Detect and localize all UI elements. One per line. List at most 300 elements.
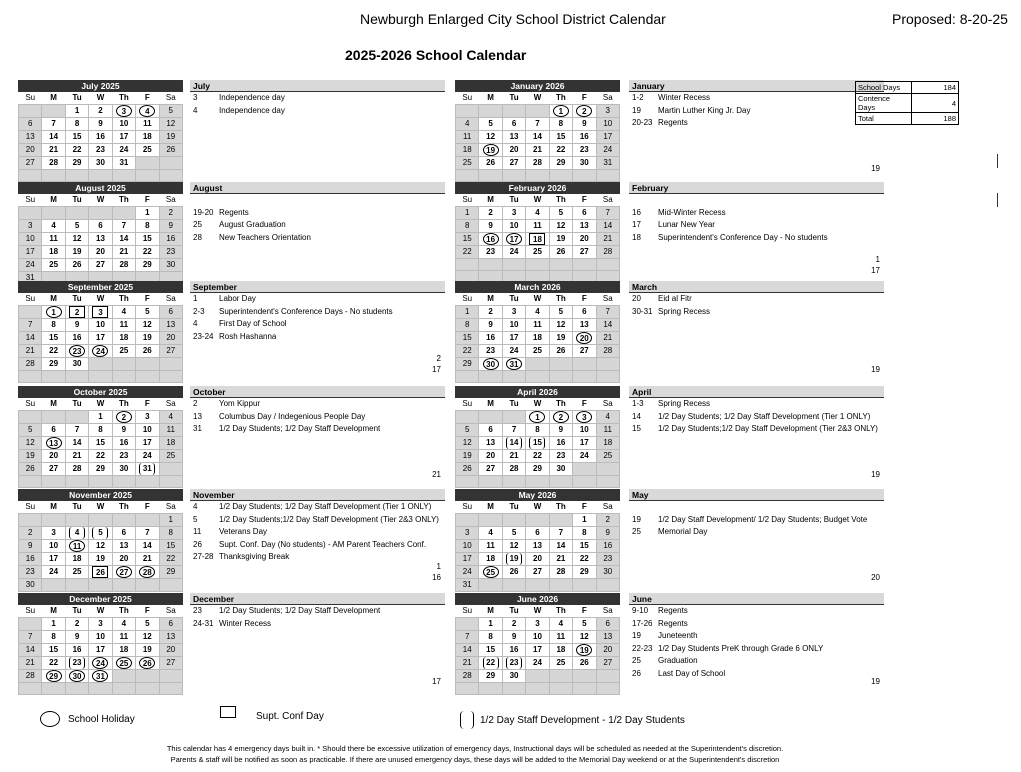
day-number: 13 [166,319,176,329]
day-cell [42,305,65,318]
day-cell [89,344,112,357]
event-date [629,501,658,514]
day-cell [89,117,112,130]
day-number: 17 [119,131,129,141]
day-number: 13 [166,631,176,641]
weekday-header: Tu [502,398,525,410]
day-cell [89,552,112,565]
day-cell [526,423,549,436]
empty-cell [89,682,112,695]
weekday-header: Tu [65,194,88,206]
event-text: 1/2 Day Students; 1/2 Day Staff Development (Tier 1 ONLY) [219,502,432,511]
day-cell [573,539,596,552]
day-cell [136,331,159,344]
day-number: 4 [51,220,56,230]
weekday-header: Tu [502,194,525,206]
weekday-header: Th [112,293,135,305]
day-number: 20 [603,644,613,654]
empty-cell [596,578,619,591]
empty-cell [456,513,479,526]
day-number: 21 [556,553,566,563]
event-row [629,207,884,220]
day-cell [479,331,502,344]
day-cell [159,245,182,258]
day-cell [596,130,619,143]
weekday-header: Su [19,293,42,305]
day-cell [573,513,596,526]
day-cell [549,331,572,344]
month-events [190,386,445,486]
event-text: New Teachers Orientation [219,232,311,242]
day-count: 21 [432,470,441,479]
day-cell [573,436,596,449]
day-cell [65,449,88,462]
day-cell [112,462,135,475]
day-cell [136,305,159,318]
day-number: 26 [509,566,519,576]
day-cell [159,130,182,143]
day-number: 27 [96,259,105,269]
empty-cell [526,669,549,682]
event-text: First Day of School [219,319,287,328]
weekday-header: Su [456,501,479,513]
day-number: 20 [166,332,176,342]
day-number: 3 [98,618,103,628]
event-row [629,501,884,514]
day-number: 3 [605,105,610,115]
day-number: 16 [25,553,35,563]
day-cell [42,630,65,643]
day-cell [65,539,88,552]
month-calendar [455,593,620,695]
day-number: 28 [603,246,613,256]
day-number: 6 [582,207,587,217]
day-cell [596,232,619,245]
empty-cell [456,370,479,383]
weekday-header: Th [112,501,135,513]
day-number: 20 [49,450,59,460]
day-number: 5 [145,618,150,628]
day-number: 10 [603,118,613,128]
empty-cell [65,370,88,383]
empty-cell [65,410,88,423]
event-row [190,232,445,245]
event-row [190,194,445,207]
empty-cell [456,475,479,488]
event-text [658,194,884,207]
day-number: 17 [509,332,519,342]
event-text: Mid-Winter Recess [658,207,726,217]
day-count: 17 [432,365,441,374]
empty-cell [526,357,549,370]
day-cell [19,130,42,143]
empty-cell [596,169,619,182]
day-number: 20 [579,233,589,243]
event-row [190,501,445,514]
day-number: 16 [119,437,129,447]
day-cell [89,156,112,169]
day-number: 29 [579,566,589,576]
day-number: 23 [506,657,522,669]
day-cell [89,245,112,258]
weekday-header: M [42,398,65,410]
day-number: 13 [46,437,62,449]
day-number: 16 [72,332,82,342]
day-cell [573,331,596,344]
day-number: 28 [139,566,155,578]
day-number: 10 [25,233,35,243]
day-number: 3 [576,411,592,423]
event-date: 15 [632,424,641,433]
day-number: 18 [533,332,542,342]
empty-cell [502,258,525,271]
day-cell [456,423,479,436]
weekday-header: Su [19,398,42,410]
weekday-header: W [526,92,549,104]
day-cell [89,143,112,156]
event-row [629,117,884,130]
day-number: 13 [509,131,519,141]
day-count: 19 [871,365,880,374]
day-cell [19,232,42,245]
day-number: 17 [142,437,152,447]
day-number: 16 [579,131,589,141]
day-number: 23 [69,657,85,669]
day-number: 2 [576,105,592,117]
day-cell [159,305,182,318]
event-date: 24-31 [193,618,214,628]
empty-cell [596,475,619,488]
empty-cell [19,206,42,219]
day-cell [549,565,572,578]
month-calendar [18,182,183,285]
month-events [629,386,884,486]
day-number: 27 [579,246,589,256]
day-cell [89,462,112,475]
weekday-header: F [136,293,159,305]
empty-cell [573,462,596,475]
day-cell [89,423,112,436]
day-number: 20 [576,332,592,344]
day-cell [112,331,135,344]
weekday-header: Tu [65,398,88,410]
event-date: 25 [632,656,641,665]
day-number: 11 [166,424,175,434]
day-number: 9 [74,631,80,641]
month-events [629,593,884,693]
day-number: 4 [121,618,127,628]
day-number: 27 [166,657,176,667]
day-number: 5 [511,527,517,537]
day-number: 12 [486,131,496,141]
day-number: 19 [556,233,566,243]
weekday-header: Tu [65,605,88,617]
weekday-header: M [42,501,65,513]
events-title: September [190,281,445,293]
empty-cell [479,513,502,526]
day-number: 3 [511,306,517,316]
event-text [219,194,445,207]
day-number: 14 [72,437,82,447]
day-number: 21 [25,657,35,667]
day-cell [89,318,112,331]
day-cell [65,565,88,578]
day-number: 29 [533,463,542,473]
day-number: 24 [142,450,152,460]
day-cell [19,156,42,169]
day-number: 4 [139,105,155,117]
event-row [629,105,884,118]
day-cell [526,565,549,578]
day-number: 21 [142,553,152,563]
day-cell [112,656,135,669]
empty-cell [573,169,596,182]
day-number: 24 [603,144,613,154]
day-number: 21 [509,450,519,460]
day-number: 18 [72,553,82,563]
district-title: Newburgh Enlarged City School District Calendar [360,11,666,27]
events-title: April [629,386,884,398]
day-cell [549,245,572,258]
event-row [629,423,884,436]
day-number: 11 [556,631,566,641]
day-cell [549,449,572,462]
day-cell [65,669,88,682]
day-number: 11 [49,233,58,243]
day-cell [502,526,525,539]
day-number: 6 [121,527,127,537]
day-cell [479,656,502,669]
day-number: 25 [603,450,613,460]
day-cell [479,206,502,219]
event-date: 3 [193,93,198,102]
day-number: 30 [579,157,589,167]
event-text: 1/2 Day Students; 1/2 Day Staff Development [219,606,381,615]
day-number: 12 [556,319,566,329]
weekday-header: W [89,194,112,206]
event-date: 4 [193,502,198,511]
day-number: 21 [119,246,129,256]
day-cell [573,232,596,245]
day-number: 23 [556,450,566,460]
day-cell [502,232,525,245]
month-title: January 2026 [455,80,620,92]
day-number: 19 [96,553,105,563]
day-number: 2 [488,306,493,316]
day-cell [89,539,112,552]
day-cell [456,117,479,130]
day-cell [159,206,182,219]
month-calendar [455,386,620,488]
day-number: 13 [96,233,105,243]
day-number: 17 [533,644,542,654]
weekday-header: Su [456,398,479,410]
day-cell [502,669,525,682]
empty-cell [502,682,525,695]
day-cell [502,539,525,552]
event-date: 16 [632,207,641,217]
day-number: 3 [51,527,56,537]
day-number: 31 [139,463,155,475]
day-number: 15 [462,332,472,342]
day-number: 15 [49,644,59,654]
event-text: Superintendent's Conference Days - No students [219,306,393,316]
month-events [190,281,445,381]
day-number: 10 [119,118,129,128]
empty-cell [19,104,42,117]
day-cell [42,449,65,462]
day-number: 9 [582,118,587,128]
empty-cell [42,513,65,526]
day-cell [573,245,596,258]
empty-cell [549,513,572,526]
event-date: 5 [193,514,198,524]
event-text: Spring Recess [658,306,711,316]
day-cell [42,245,65,258]
day-cell [479,232,502,245]
day-number: 26 [486,157,496,167]
weekday-header: Sa [159,398,182,410]
event-date: 26 [193,539,202,549]
day-number: 18 [486,553,496,563]
day-cell [112,526,135,539]
event-row [190,551,445,564]
weekday-header: M [479,501,502,513]
day-number: 24 [92,657,108,669]
empty-cell [136,513,159,526]
event-text: Yom Kippur [219,399,261,408]
day-cell [456,219,479,232]
event-row [190,514,445,527]
day-number: 19 [556,332,566,342]
day-number: 9 [511,631,517,641]
day-cell [159,318,182,331]
empty-cell [136,156,159,169]
day-number: 4 [168,411,173,421]
day-number: 30 [556,463,566,473]
day-number: 7 [51,118,56,128]
weekday-header: Th [549,398,572,410]
event-row [190,539,445,552]
event-row [629,306,884,319]
day-cell [159,630,182,643]
day-cell [596,423,619,436]
empty-cell [456,682,479,695]
day-cell [65,305,88,318]
day-number: 16 [72,644,82,654]
day-cell [65,104,88,117]
day-number: 11 [119,319,129,329]
day-number: 14 [462,644,472,654]
day-cell [596,436,619,449]
day-cell [89,104,112,117]
empty-cell [596,357,619,370]
day-cell [479,344,502,357]
day-number: 2 [605,514,610,524]
empty-cell [65,206,88,219]
day-cell [502,305,525,318]
day-cell [526,617,549,630]
day-cell [456,630,479,643]
empty-cell [136,578,159,591]
day-cell [479,449,502,462]
day-number: 22 [166,553,176,563]
day-cell [502,436,525,449]
day-count: 2 [436,354,441,363]
day-cell [112,219,135,232]
day-cell [136,344,159,357]
day-cell [42,552,65,565]
day-number: 30 [119,463,129,473]
day-number: 15 [166,540,176,550]
day-cell [65,130,88,143]
empty-cell [479,475,502,488]
empty-cell [502,475,525,488]
day-cell [502,130,525,143]
day-number: 13 [533,540,542,550]
day-cell [136,617,159,630]
day-cell [502,156,525,169]
day-cell [136,449,159,462]
empty-cell [42,410,65,423]
day-number: 26 [92,566,108,578]
day-number: 18 [462,144,472,154]
day-number: 28 [49,157,59,167]
day-number: 15 [462,233,472,243]
day-number: 14 [603,220,613,230]
day-cell [112,245,135,258]
weekday-header: Th [549,293,572,305]
day-cell [456,656,479,669]
day-number: 23 [25,566,35,576]
day-number: 16 [509,644,519,654]
day-number: 15 [142,233,152,243]
day-cell [456,331,479,344]
day-cell [573,305,596,318]
day-cell [573,117,596,130]
empty-cell [526,258,549,271]
empty-cell [19,475,42,488]
day-number: 8 [582,527,587,537]
day-cell [42,130,65,143]
day-cell [65,656,88,669]
day-number: 29 [49,358,59,368]
day-number: 10 [509,220,519,230]
empty-cell [549,357,572,370]
events-title: February [629,182,884,194]
day-number: 30 [483,358,499,370]
empty-cell [549,169,572,182]
totals-row [856,94,959,113]
event-date: 17-26 [632,618,653,628]
day-number: 19 [576,644,592,656]
empty-cell [19,682,42,695]
weekday-header: M [479,398,502,410]
day-number: 18 [119,332,129,342]
day-cell [502,565,525,578]
day-cell [526,539,549,552]
day-number: 24 [92,345,108,357]
empty-cell [573,258,596,271]
empty-cell [456,104,479,117]
empty-cell [456,617,479,630]
day-cell [112,423,135,436]
day-cell [19,318,42,331]
day-cell [573,410,596,423]
day-cell [65,143,88,156]
day-cell [502,117,525,130]
day-number: 10 [462,540,472,550]
